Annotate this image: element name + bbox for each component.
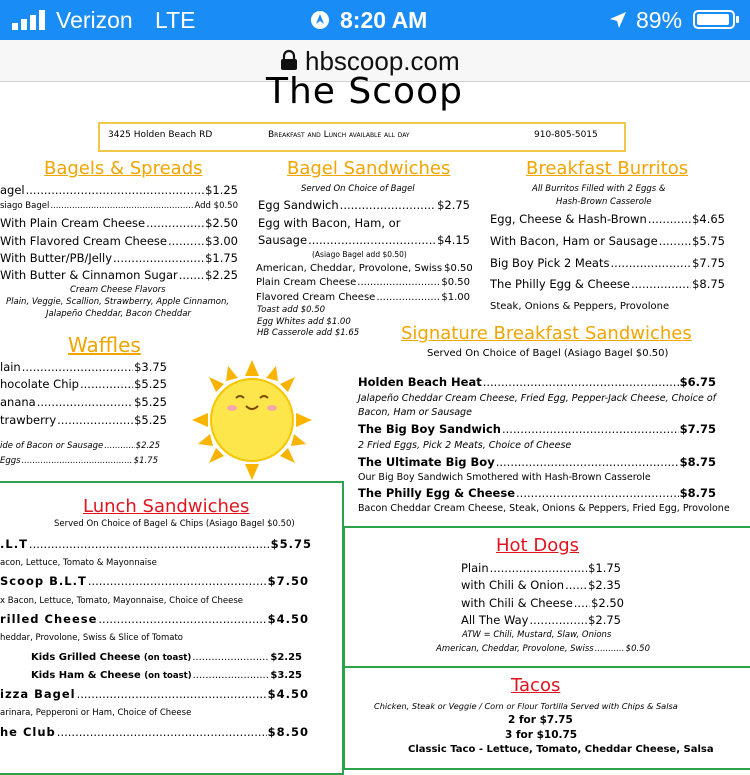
list-item: With Plain Cream Cheese ..... $2.50 (0, 216, 238, 231)
item-description: x Bacon, Lettuce, Tomato, Mayonnaise, Choice of Cheese (0, 596, 243, 606)
list-item: Sausage ..... $4.15 (258, 233, 470, 248)
flavors-list: Jalapeño Cheddar, Bacon Cheddar (46, 309, 191, 319)
section-subtitle: Hash-Brown Casserole (556, 197, 652, 207)
item-description: Bacon Cheddar Cream Cheese, Steak, Onions & Peppers, Fried Egg, Provolone (358, 503, 730, 514)
section-subtitle: Chicken, Steak or Veggie / Corn or Flour Tortilla Served with Chips & Salsa (374, 701, 678, 711)
section-subtitle: Served On Choice of Bagel & Chips (Asiago Bagel $0.50) (54, 519, 295, 529)
list-item: American, Cheddar, Provolone, Swiss $0.50 (256, 263, 473, 274)
addon-note: Toast add $0.50 (257, 305, 326, 315)
carrier-name: Verizon (56, 7, 133, 33)
battery-icon (693, 10, 735, 29)
list-item: hocolate Chip ..... $5.25 (0, 377, 167, 392)
list-item-text: Egg with Bacon, Ham, or (258, 216, 401, 230)
list-item: Kids Grilled Cheese (on toast) ..... $2.25 (31, 650, 302, 665)
tacos-heading: Tacos (511, 675, 561, 696)
list-item: The Philly Egg & Cheese ..... $8.75 (490, 277, 725, 292)
list-item: Eggs ..... $1.75 (0, 456, 158, 467)
addon-note: HB Casserole add $1.65 (257, 328, 360, 338)
list-item: The Philly Egg & Cheese ..... $8.75 (358, 486, 716, 501)
item-description: ATW = Chili, Mustard, Slaw, Onions (462, 630, 612, 640)
list-item: The Ultimate Big Boy ..... $8.75 (358, 455, 716, 470)
info-box (98, 122, 626, 152)
flavors-list: Plain, Veggie, Scallion, Strawberry, Apple Cinnamon, (6, 297, 230, 307)
battery-tip (736, 16, 739, 23)
list-item: izza Bagel ..... $4.50 (0, 687, 309, 702)
list-item: Plain ..... $1.75 (461, 561, 621, 576)
address: 3425 Holden Beach RD (108, 130, 213, 140)
list-item: Holden Beach Heat ..... $6.75 (358, 375, 716, 390)
hotdogs-heading: Hot Dogs (496, 535, 580, 556)
taco-deal: 2 for $7.75 (508, 714, 573, 726)
addon-note: Egg Whites add $1.00 (257, 317, 351, 327)
waffles-heading: Waffles (68, 333, 141, 357)
orientation-lock-icon (310, 10, 330, 30)
list-item: The Big Boy Sandwich ..... $7.75 (358, 422, 716, 437)
list-item: Scoop B.L.T ..... $7.50 (0, 574, 309, 589)
list-item: Flavored Cream Cheese ..... $1.00 (256, 290, 470, 305)
item-description: Steak, Onions & Peppers, Provolone (490, 301, 670, 312)
status-bar (0, 0, 750, 40)
url-text[interactable]: hbscoop.com (305, 46, 460, 76)
clock: 8:20 AM (340, 7, 428, 33)
item-description: 2 Fried Eggs, Pick 2 Meats, Choice of Cheese (358, 440, 572, 451)
item-description: arinara, Pepperoni or Ham, Choice of Cheese (0, 708, 192, 718)
list-item: Egg, Cheese & Hash-Brown ..... $4.65 (490, 212, 725, 227)
item-description: Our Big Boy Sandwich Smothered with Hash-Brown Casserole (358, 472, 651, 483)
list-item: anana ..... $5.25 (0, 395, 167, 410)
location-arrow-icon (608, 10, 628, 30)
menu-title: The Scoop (266, 71, 463, 112)
list-item: With Butter/PB/Jelly ..... $1.75 (0, 251, 238, 266)
sun-illustration-icon (190, 358, 314, 482)
list-item: rilled Cheese ..... $4.50 (0, 612, 309, 627)
list-item: trawberry ..... $5.25 (0, 413, 167, 428)
list-item: All The Way ..... $2.75 (461, 613, 621, 628)
item-description: Jalapeño Cheddar Cream Cheese, Fried Egg, Pepper-Jack Cheese, Choice of (358, 393, 716, 404)
flavors-title: Cream Cheese Flavors (70, 285, 166, 295)
hours: Breakfast and Lunch available all day (268, 130, 410, 140)
list-item: lain ..... $3.75 (0, 360, 167, 375)
list-item: with Chili & Cheese ..... $2.50 (461, 596, 624, 611)
signature-heading: Signature Breakfast Sandwiches (401, 323, 692, 344)
list-item: With Flavored Cream Cheese ..... $3.00 (0, 234, 238, 249)
list-item: agel ..... $1.25 (0, 183, 238, 198)
burritos-heading: Breakfast Burritos (526, 158, 689, 179)
list-item: Classic Taco - Lettuce, Tomato, Cheddar Cheese, Salsa (408, 744, 714, 755)
item-description: acon, Lettuce, Tomato & Mayonnaise (0, 558, 157, 568)
section-subtitle: All Burritos Filled with 2 Eggs & (532, 184, 666, 194)
list-item: Big Boy Pick 2 Meats ..... $7.75 (490, 256, 725, 271)
bagels-heading: Bagels & Spreads (44, 158, 203, 179)
item-description: heddar, Provolone, Swiss & Slice of Tomato (0, 633, 183, 643)
section-subtitle: Served On Choice of Bagel (301, 184, 415, 194)
list-item: With Butter & Cinnamon Sugar ..... $2.25 (0, 268, 238, 283)
section-subtitle: Served On Choice of Bagel (Asiago Bagel $0.50) (427, 348, 669, 359)
list-item: siago Bagel ..... Add $0.50 (0, 201, 238, 212)
list-item: American, Cheddar, Provolone, Swiss ..... $0.50 (436, 644, 650, 655)
list-item: Plain Cream Cheese ..... $0.50 (256, 275, 470, 290)
taco-deal: 3 for $10.75 (505, 729, 578, 741)
network-type: LTE (155, 7, 196, 33)
phone: 910-805-5015 (534, 130, 598, 140)
list-item: Egg Sandwich ..... $2.75 (258, 198, 470, 213)
list-item: he Club ..... $8.50 (0, 725, 309, 740)
list-item: .L.T ..... $5.75 (0, 537, 312, 552)
battery-percent: 89% (636, 7, 683, 33)
list-item: ide of Bacon or Sausage ..... $2.25 (0, 441, 160, 452)
list-item: with Chili & Onion ..... $2.35 (461, 578, 621, 593)
list-item: With Bacon, Ham or Sausage ..... $5.75 (490, 234, 725, 249)
lunch-heading: Lunch Sandwiches (83, 496, 250, 517)
bagel-sandwiches-heading: Bagel Sandwiches (287, 158, 451, 179)
list-item: Kids Ham & Cheese (on toast) ..... $3.25 (31, 668, 302, 683)
item-description: Bacon, Ham or Sausage (358, 407, 472, 418)
asiago-note: (Asiago Bagel add $0.50) (312, 250, 407, 259)
lock-icon (280, 49, 298, 71)
signal-icon (12, 10, 48, 30)
